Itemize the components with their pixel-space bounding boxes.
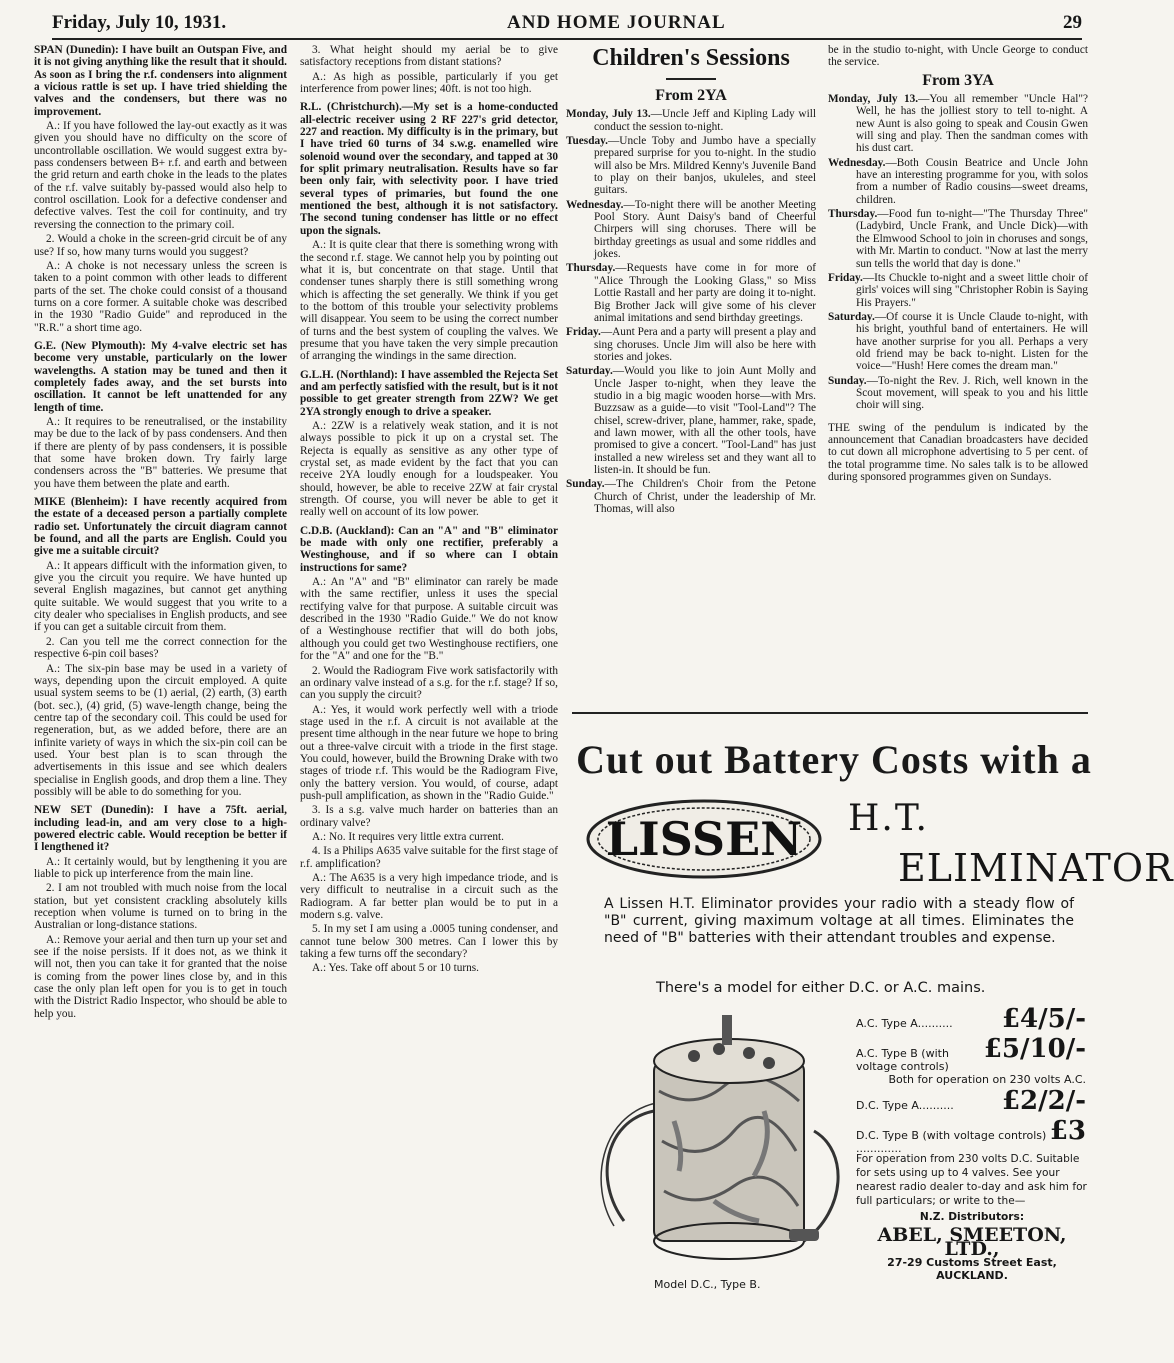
session-entry <box>828 157 1088 206</box>
question: 5. In my set I am using a .0005 tuning condenser, and cannot tune below 300 metres. Can I lower this by taking a few turns off the secondary? <box>300 923 558 961</box>
price-value: £5/10/- <box>983 1034 1086 1064</box>
session-entry <box>828 272 1088 309</box>
pendulum-article: THE swing of the pendulum is indicated by the announcement that Canadian broadcasters have decided to cut down all microphone advertising to 5 per cent. of the total programme time. No sales talk is to be allowed during sponsored programmes given on Sundays. <box>828 421 1088 483</box>
ad-eliminator: ELIMINATOR <box>898 846 1174 890</box>
ad-models-line: There's a model for either D.C. or A.C. mains. <box>656 980 986 996</box>
price-list <box>856 1004 1086 1155</box>
question: 2. Can you tell me the correct connection for the respective 6-pin coil bases? <box>34 635 287 661</box>
answer: A.: The A635 is a very high impedance triode, and is very difficult to neutralise in a circuit such as the Radiogram. A far better plan would be to put in a modern s.g. valve. <box>300 872 558 922</box>
product-caption: Model D.C., Type B. <box>654 1278 761 1291</box>
question-span: SPAN (Dunedin): I have built an Outspan Five, and it is not giving anything like the result that it should. As soon as I bring the r.f. condensers into alignment a vicious rattle is set up. I have tried shielding the valves and the condensers, but there was no improvement. <box>34 44 287 118</box>
session-entry <box>566 262 816 324</box>
answer: A.: Yes. Take off about 5 or 10 turns. <box>312 962 479 975</box>
ad-ht: H.T. <box>848 798 930 839</box>
column-1-qa <box>34 44 287 1344</box>
session-text: —Its Chuckle to-night and a sweet little choir of girls' voices will sing "Christopher Robin is Saying His Prayers." <box>856 271 1088 309</box>
answer: A.: If you have followed the lay-out exactly as it was given you should have no difficulty on the score of uncontrollable oscillation. We would suggest extra by-pass condensers between B+ r.f. and earth and between the grid return and earth choke in the leads to the plates of the r.f. valve suitably by-passed would also help to control oscillation. Look for a defective condenser and defective valves. Test the coil for continuity, and try reversing the connection to the primary coil. <box>34 120 287 231</box>
answer: A.: An "A" and "B" eliminator can rarely be made with the same rectifier, unless it uses the special rectifying valve for that purpose. A suitable circuit was described in the 1930 "Radio Guide." We do not know of a Westinghouse rectifier that will do both jobs, although you could get two Westinghouse rectifiers, one for the "A" and one for the "B." <box>300 576 558 663</box>
company-name: ABEL, SMEETON, LTD., <box>877 1224 1067 1260</box>
price-label: A.C. Type B (with voltage controls) <box>856 1047 949 1073</box>
session-entry <box>566 135 816 197</box>
question-mike: MIKE (Blenheim): I have recently acquired from the estate of a deceased person a partially complete radio set. Unfortunately the circuit diagram cannot be found, and all the parts are English. Could you give me a suitable circuit? <box>34 496 287 558</box>
session-entry <box>566 326 816 363</box>
company-address-2: AUCKLAND. <box>936 1269 1008 1282</box>
session-day: Tuesday. <box>566 135 608 148</box>
from-2ya-heading: From 2YA <box>655 87 727 104</box>
answer: A.: It is quite clear that there is something wrong with the second r.f. stage. We cannot help you by pointing out what it is, but concentrate on that stage. Until that condenser tunes sharply there is still something wrong which is affecting the set generally. We think if you get to the bottom of this trouble your selectivity problems will disappear. You seem to be using the correct number of turns and the best system of coupling the valves. We presume that you have taken the very simple precaution of arranging the windings in the same direction. <box>300 239 558 363</box>
session-text: —Food fun to-night—"The Thursday Three" (Ladybird, Uncle Frank, and Uncle Dick)—with the Elmwood School to join in choruses and songs, with Mr. Martin to conduct. "Now at last the merry sun tells the world that day is done." <box>856 208 1088 270</box>
session-list-3ya <box>828 93 1088 412</box>
session-day: Thursday. <box>828 208 878 221</box>
childrens-sessions-2ya <box>566 44 816 709</box>
question: 3. Is a s.g. valve much harder on batteries than an ordinary valve? <box>300 804 558 829</box>
session-text: —You all remember "Uncle Hal"? Well, he has the jolliest story to tell to-night. A new Aunt is also going to speak and Cousin Gwen will sing and play. Then the sandman comes with his dust cart. <box>856 93 1088 155</box>
price-row <box>856 1116 1086 1155</box>
session-day: Wednesday. <box>566 198 624 211</box>
answer: A.: 2ZW is a relatively weak station, and it is not always possible to pick it up on a crystal set. The Rejecta is equally as sensitive as any other type of crystal set, as made evident by the fact that you can receive 2YA loudly enough for a loudspeaker. You should, however, be able to receive 2ZW at fair crystal strength. Of course, you will never be able to get it really well on account of its low power. <box>300 419 558 519</box>
eliminator-product-image <box>584 1001 854 1266</box>
lissen-advertisement <box>576 718 1174 1306</box>
session-text: —Requests have come in for more of "Alice Through the Looking Glass," so Miss Lottie Rastall and her party are doing it to-night. Big Brother Jack will give some of his clever animal imitations and send birthday greetings. <box>594 262 816 324</box>
session-text: —Aunt Pera and a party will present a play and sing choruses. Uncle Jim will also be here with stories and jokes. <box>594 326 816 363</box>
session-entry <box>566 108 816 133</box>
lissen-logo-text: LISSEN <box>605 812 803 866</box>
ad-headline: Cut out Battery Costs with a <box>576 737 1092 782</box>
title-rule <box>666 78 716 80</box>
company-address-1: 27-29 Customs Street East, <box>887 1256 1057 1269</box>
question: 2. Would a choke in the screen-grid circuit be of any use? If so, how many turns would you suggest? <box>34 233 287 258</box>
session-day: Sunday. <box>566 478 605 491</box>
session-entry <box>828 208 1088 270</box>
price-value: £2/2/- <box>1001 1086 1086 1116</box>
childrens-sessions-3ya <box>828 44 1088 709</box>
column-2-qa <box>300 44 558 1304</box>
session-day: Saturday. <box>828 310 875 323</box>
question: 2. I am not troubled with much noise from the local station, but yet consistent crackling absolutely kills reception when volume is turned on to bring in the Australian or long-distance stations. <box>34 882 287 932</box>
answer: A.: Remove your aerial and then turn up your set and see if the noise persists. If it does not, as we think it will not, then you can take it for granted that the noise is coming from the power lines close by, and in this case the only plan left open for you is to get in touch with the District Radio Inspector, who should be able to help you. <box>34 933 287 1020</box>
ad-body-text: A Lissen H.T. Eliminator provides your radio with a steady flow of "B" current, giving maximum voltage at all times. Eliminates the need of "B" batteries with their attendant troubles and expense. <box>604 896 1074 946</box>
answer: A.: No. It requires very little extra current. <box>312 830 504 843</box>
answer: A.: The six-pin base may be used in a variety of ways, depending upon the circuit employed. A quite usual system seems to be (1) aerial, (2) earth, (3) earth (bot. sec.), (4) grid, (5) wave-length change, being the centre tap of the secondary coil. This could be used for regeneration, but, as we added before, there are an infinite variety of ways in which the six-pin coil can be used. Your best plan is to scan through the advertisements in this issue and see which dealers specialise in English goods, and drop them a line. They possibly will be able to do something for you. <box>34 662 287 798</box>
session-continuation: be in the studio to-night, with Uncle George to conduct the service. <box>828 44 1088 69</box>
session-text: —Uncle Jeff and Kipling Lady will conduct the session to-night. <box>594 108 816 133</box>
session-entry <box>566 199 816 261</box>
price-row <box>856 1034 1086 1073</box>
answer: A.: Yes, it would work perfectly well with a triode stage used in the r.f. A circuit is not available at the present time although in the near future we hope to bring out a three-valve circuit with a triode in the first stage. You could, however, build the Browning Drake with two stages of triode r.f. This would be the Radiogram Five, only the battery version. You would, of course, adapt push-pull amplification, as shown in the "Radio Guide." <box>300 703 558 802</box>
session-day: Saturday. <box>566 365 613 378</box>
session-day: Thursday. <box>566 262 616 275</box>
answer: A.: It requires to be reneutralised, or the instability may be due to the lack of by pass condensers. And then if there are plenty of by pass condensers, it is possible that some have broken down. Try fairly large condensers across the "B" batteries. We presume that you have them between the plate and earth. <box>34 415 287 490</box>
ad-footer <box>856 1152 1088 1282</box>
from-3ya-heading: From 3YA <box>922 71 994 89</box>
question: 3. What height should my aerial be to give satisfactory receptions from distant stations? <box>300 44 558 69</box>
section-divider <box>572 712 1088 714</box>
session-day: Monday, July 13. <box>566 108 651 121</box>
session-text: —Of course it is Uncle Claude to-night, with his bright, youthful band of entertainers. He will have another surprise for you all. Perhaps a very old friend may be back to-night. Listen for the voice—"Hush! Here comes the dream man." <box>856 310 1088 373</box>
price-label: D.C. Type B (with voltage controls) ............. <box>856 1129 1047 1155</box>
page-number: 29 <box>1063 12 1082 33</box>
session-text: —Uncle Toby and Jumbo have a specially prepared surprise for you to-night. In the studio will also be Mrs. Mildred Kenny's Juvenile Band to play on their banjos, ukuleles, and steel guitars. <box>594 135 816 197</box>
price-row <box>856 1004 1086 1034</box>
session-day: Sunday. <box>828 374 867 387</box>
lissen-logo <box>584 796 824 882</box>
question-ge: G.E. (New Plymouth): My 4-valve electric set has become very unstable, particularly on the lower wavelengths. A station may be tuned and then it completely fades away, and the set bursts into oscillation. It cannot be left unattended for any length of time. <box>34 339 287 414</box>
question-cdb: C.D.B. (Auckland): Can an "A" and "B" eliminator be made with only one rectifier, preferably a Westinghouse, and if so where can I obtain instructions for same? <box>300 524 558 574</box>
dc-note: For operation from 230 volts D.C. Suitable for sets using up to 4 valves. See your nearest radio dealer to-day and ask him for full particulars; or write to the— <box>856 1153 1087 1207</box>
question: 2. Would the Radiogram Five work satisfactorily with an ordinary valve instead of a s.g. for the r.f. stage? If so, can you supply the circuit? <box>300 664 558 702</box>
price-value: £3 <box>1049 1116 1086 1146</box>
session-entry <box>828 375 1088 412</box>
session-day: Wednesday. <box>828 156 886 169</box>
session-day: Monday, July 13. <box>828 93 919 106</box>
header-date: Friday, July 10, 1931. <box>52 12 227 33</box>
session-text: —To-night the Rev. J. Rich, well known in the Scout movement, will speak to you and his little choir will sing. <box>856 374 1088 412</box>
session-entry <box>566 365 816 476</box>
question-glh: G.L.H. (Northland): I have assembled the Rejecta Set and am perfectly satisfied with the result, but is it not possible to get greater strength from 2ZW? We get 2YA strongly enough to drive a speaker. <box>300 368 558 418</box>
session-text: —To-night there will be another Meeting Pool Story. Aunt Daisy's band of Cheerful Chirpers will sing choruses. There will be birthday greetings as usual and some riddles and jokes. <box>594 198 816 261</box>
session-entry <box>828 93 1088 155</box>
price-row <box>856 1086 1086 1116</box>
session-entry <box>828 311 1088 373</box>
price-value: £4/5/- <box>1001 1004 1086 1034</box>
distributors-label: N.Z. Distributors: <box>919 1211 1025 1223</box>
price-note: Both for operation on 230 volts A.C. <box>888 1073 1086 1086</box>
header-title: AND HOME JOURNAL <box>507 12 726 33</box>
childrens-sessions-title: Children's Sessions <box>592 45 790 71</box>
price-label: D.C. Type A.......... <box>856 1099 954 1112</box>
price-label: A.C. Type A.......... <box>856 1017 953 1030</box>
session-list-2ya <box>566 108 816 515</box>
page-header <box>52 8 1082 40</box>
question-rl: R.L. (Christchurch).—My set is a home-conducted all-electric receiver using 2 RF 227's grid detector, 227 and reaction. My difficulty is in the primary, but I have tried 60 turns of 34 s.w.g. enamelled wire solenoid wound over the secondary, and tapped at 30 for split primary neutralisation. Results have so far been only fair, with selectivity poor. I have tried several types of primaries, but found the one mentioned the best, although it is not satisfactory. The second tuning condenser has little or no effect upon the signals. <box>300 101 558 237</box>
session-day: Friday. <box>828 271 863 284</box>
answer: A.: A choke is not necessary unless the screen is taken to a point common with other leads to different parts of the set. The choke could consist of a thousand turns on a core former. A suitable choke was described in the 1930 "Radio Guide" and reproduced in the "R.R." a short time ago. <box>34 259 287 334</box>
question-new-set: NEW SET (Dunedin): I have a 75ft. aerial, including lead-in, and am very close to a high-powered electric cable. Would reception be better if I lengthened it? <box>34 804 287 854</box>
answer: A.: As high as possible, particularly if you get interference from power lines; 40ft. is not too high. <box>300 70 558 96</box>
session-day: Friday. <box>566 326 601 339</box>
question: 4. Is a Philips A635 valve suitable for the first stage of r.f. amplification? <box>300 845 558 870</box>
session-text: —Would you like to join Aunt Molly and Uncle Jasper to-night, when they leave the studio in a big magic wooden horse—with Mrs. Buzzsaw as a guide—to visit "Tool-Land"? The chisel, screw-driver, plane, hammer, rake, spade, and lawn mower, with all the other tools, have promised to give a concert. "Tool-Land" has just installed a new wireless set and they want all to listen-in. It should be fun. <box>594 365 816 476</box>
answer: A.: It certainly would, but by lengthening it you are liable to pick up interference from the main line. <box>34 855 287 880</box>
answer: A.: It appears difficult with the information given, to give you the circuit you require. We have hunted up several English magazines, but cannot get anything quite suitable. We would suggest that you write to a city dealer who specialises in English products, and see if you can get a suitable circuit from them. <box>34 559 287 634</box>
session-entry <box>566 478 816 515</box>
session-text: —Both Cousin Beatrice and Uncle John have an interesting programme for you, with solos from a number of Radio cousins—sweet dreams, children. <box>856 156 1088 206</box>
session-text: —The Children's Choir from the Petone Church of Christ, under the leadership of Mr. Thomas, will also <box>594 478 816 515</box>
